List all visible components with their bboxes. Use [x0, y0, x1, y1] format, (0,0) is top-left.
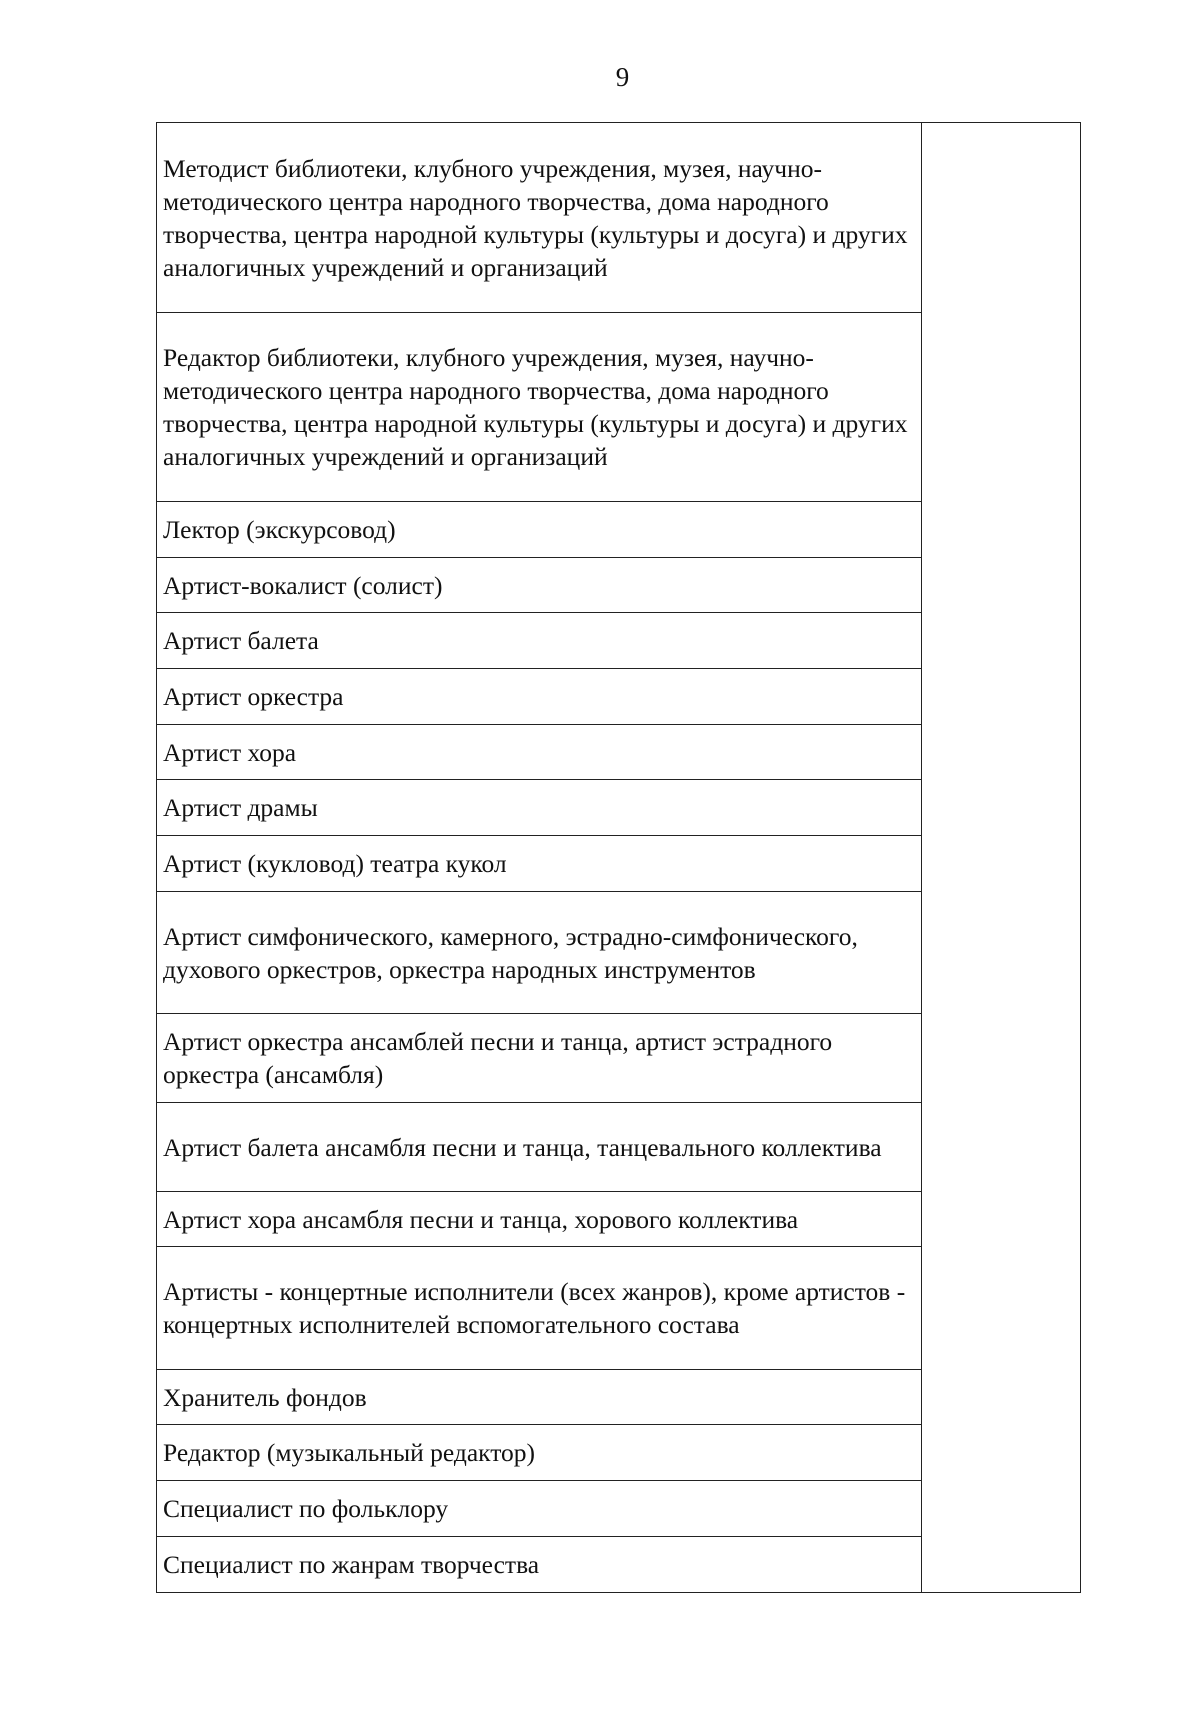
position-name-cell: Методист библиотеки, клубного учреждения, музея, научно-методического центра народного творчества, дома народного творчества, центра народной культуры (культуры и досуга) и других аналогичных учреждений и организаций [157, 123, 922, 313]
position-name-cell: Лектор (экскурсовод) [157, 502, 922, 558]
position-name-cell: Специалист по фольклору [157, 1481, 922, 1537]
position-name-cell: Артист балета ансамбля песни и танца, танцевального коллектива [157, 1103, 922, 1192]
positions-table [156, 122, 1081, 1593]
position-name-cell: Специалист по жанрам творчества [157, 1537, 922, 1593]
position-name-cell: Артист балета [157, 613, 922, 669]
position-name-cell: Хранитель фондов [157, 1370, 922, 1425]
position-name-cell: Артист драмы [157, 780, 922, 836]
page-number: 9 [615, 62, 630, 92]
positions-table-body [157, 123, 1081, 1593]
position-name-cell: Редактор (музыкальный редактор) [157, 1425, 922, 1481]
position-name-cell: Артист симфонического, камерного, эстрадно-симфонического, духового оркестров, оркестра народных инструментов [157, 892, 922, 1014]
position-name-cell: Редактор библиотеки, клубного учреждения, музея, научно-методического центра народного творчества, дома народного творчества, центра народной культуры (культуры и досуга) и других аналогичных учреждений и организаций [157, 313, 922, 502]
position-name-cell: Артист хора ансамбля песни и танца, хорового коллектива [157, 1192, 922, 1247]
position-name-cell: Артист хора [157, 725, 922, 780]
position-name-cell: Артист оркестра ансамблей песни и танца, артист эстрадного оркестра (ансамбля) [157, 1014, 922, 1103]
table-row [157, 123, 1081, 313]
position-name-cell: Артист-вокалист (солист) [157, 558, 922, 613]
position-name-cell: Артист (кукловод) театра кукол [157, 836, 922, 892]
position-name-cell: Артисты - концертные исполнители (всех жанров), кроме артистов - концертных исполнителей вспомогательного состава [157, 1247, 922, 1370]
position-name-cell: Артист оркестра [157, 669, 922, 725]
value-cell-empty [922, 123, 1081, 1593]
